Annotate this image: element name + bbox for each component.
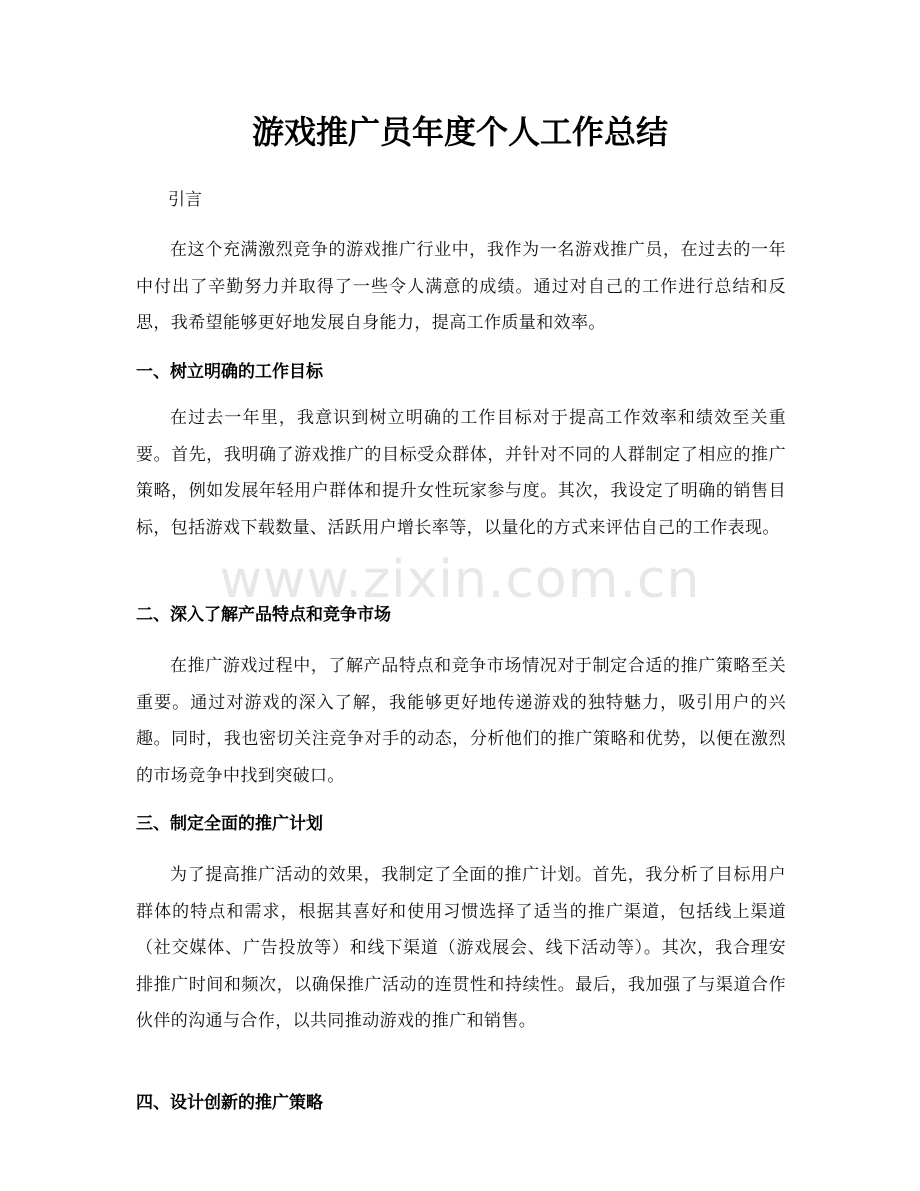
section-paragraph-2: 在推广游戏过程中，了解产品特点和竞争市场情况对于制定合适的推广策略至关重要。通过对游戏的深入了解，我能够更好地传递游戏的独特魅力，吸引用户的兴趣。同时，我也密切关注竞争对手的动态，分析他们的推广策略和优势，以便在激烈的市场竞争中找到突破口。: [136, 656, 786, 786]
section-paragraph-1: 在过去一年里，我意识到树立明确的工作目标对于提高工作效率和绩效至关重要。首先，我明确了游戏推广的目标受众群体，并针对不同的人群制定了相应的推广策略，例如发展年轻用户群体和提升女性玩家参与度。其次，我设定了明确的销售目标，包括游戏下载数量、活跃用户增长率等，以量化的方式来评估自己的工作表现。: [136, 408, 786, 538]
page-title: 游戏推广员年度个人工作总结: [251, 113, 668, 151]
section-paragraph-3: 为了提高推广活动的效果，我制定了全面的推广计划。首先，我分析了目标用户群体的特点和需求，根据其喜好和使用习惯选择了适当的推广渠道，包括线上渠道（社交媒体、广告投放等）和线下渠道（游戏展会、线下活动等）。其次，我合理安排推广时间和频次，以确保推广活动的连贯性和持续性。最后，我加强了与渠道合作伙伴的沟通与合作，以共同推动游戏的推广和销售。: [136, 865, 786, 1031]
section-heading-4: 四、设计创新的推广策略: [136, 1093, 323, 1113]
section-heading-1: 一、树立明确的工作目标: [136, 362, 323, 382]
section-heading-2: 二、深入了解产品特点和竞争市场: [136, 605, 391, 625]
intro-paragraph: 在这个充满激烈竞争的游戏推广行业中，我作为一名游戏推广员，在过去的一年中付出了辛勤努力并取得了一些令人满意的成绩。通过对自己的工作进行总结和反思，我希望能够更好地发展自身能力，提高工作质量和效率。: [136, 240, 786, 333]
section-heading-3: 三、制定全面的推广计划: [136, 814, 323, 834]
watermark: www.zixin.com.cn: [219, 550, 701, 610]
intro-label: 引言: [168, 190, 202, 210]
